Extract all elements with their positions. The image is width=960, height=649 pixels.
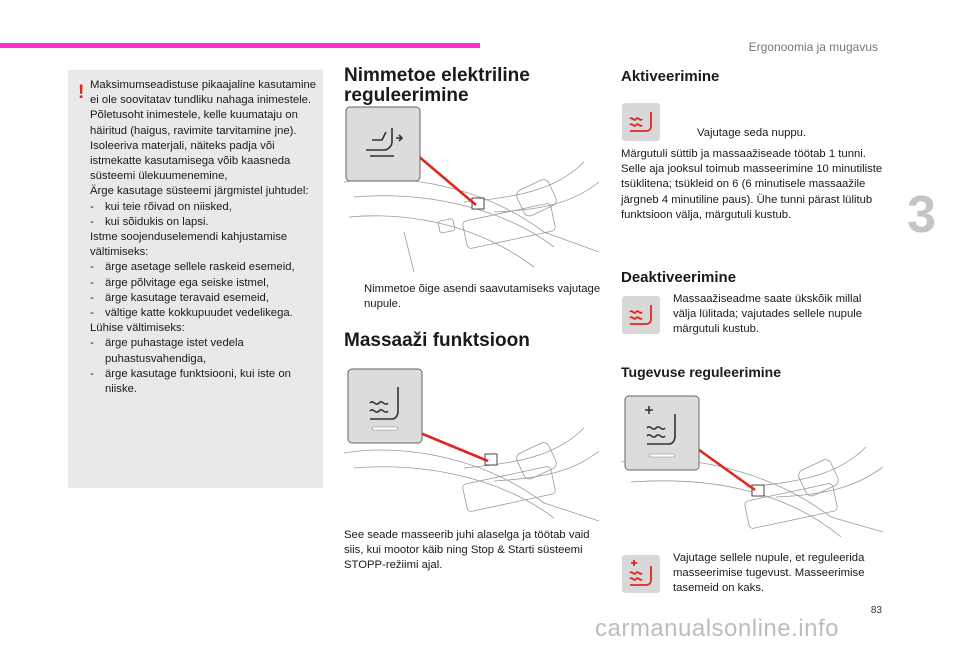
section-title-activation: Aktiveerimine xyxy=(621,68,720,85)
warning-intro: Maksimumseadistuse pikaajaline kasutamine ei ole soovitatav tundliku nahaga inimestele. xyxy=(90,79,317,107)
list-item: - ärge kasutage teravaid esemeid, xyxy=(90,291,320,306)
massage-button-closeup xyxy=(348,369,422,443)
section-title-deactivation: Deaktiveerimine xyxy=(621,269,737,286)
seat-illustration-massage xyxy=(344,363,599,525)
warning-isolate: Isoleeriva materjali, näiteks padja või istmekatte kasutamisega võib kaasneda süsteemi ülekuumenemine, xyxy=(90,139,291,183)
list-item: - ärge puhastage istet vedela puhastusvahendiga, xyxy=(90,336,320,366)
indicator-light-icon xyxy=(649,454,675,457)
massage-intensity-button-icon xyxy=(622,555,660,593)
list-item: - kui sõidukis on lapsi. xyxy=(90,215,320,230)
running-title: Ergonoomia ja mugavus xyxy=(748,40,878,54)
list-item: - vältige katte kokkupuudet vedelikega. xyxy=(90,306,320,321)
activation-description: Märgutuli süttib ja massaažiseade töötab 1 tunni. Selle aja jooksul toimub masseerimine 10 minutiliste tsüklitena; tsükleid on 6 (6 minutisele massaažile järgneb 4 minutiline paus). Ühe tunni pärast lülitub funktsioon välja, märgutuli kustub. xyxy=(621,148,883,221)
list-item: - kui teie rõivad on niisked, xyxy=(90,200,320,215)
seat-drawing xyxy=(621,392,883,542)
chapter-number: 3 xyxy=(907,186,936,244)
page-number: 83 xyxy=(870,605,882,616)
electric-instruction-text: Nimmetoe õige asendi saavutamiseks vajutage nupule. xyxy=(364,283,601,311)
indicator-light-icon xyxy=(372,427,398,430)
warning-dont-use: Ärge kasutage süsteemi järgmistel juhtudel: xyxy=(90,185,309,198)
seat-drawing xyxy=(344,102,599,272)
section-title-intensity: Tugevuse reguleerimine xyxy=(621,364,782,380)
activation-instruction-text: Vajutage seda nuppu. xyxy=(697,127,807,140)
activation-instruction xyxy=(677,126,897,141)
list-item: - ärge põlvitage ega seiske istmel, xyxy=(90,276,320,291)
seat-illustration-lumbar xyxy=(344,102,599,272)
warning-burn-risk: Põletusoht inimestele, kelle kuumataju on häiritud (haigus, ravimite tarvitamine jne). xyxy=(90,109,298,137)
warning-protect-list xyxy=(90,260,320,321)
header-accent-bar xyxy=(0,43,480,48)
deactivation-description: Massaažiseadme saate ükskõik millal välja lülitada; vajutades sellele nupule märgutuli kustub. xyxy=(673,293,863,336)
electric-instruction xyxy=(344,282,604,312)
list-item: - ärge asetage sellele raskeid esemeid, xyxy=(90,260,320,275)
section-title-electric: Nimmetoe elektriline reguleerimine xyxy=(344,65,530,106)
seat-illustration-intensity xyxy=(621,392,883,542)
section-title-massage: Massaaži funktsioon xyxy=(344,330,530,351)
lumbar-button-closeup xyxy=(346,107,420,181)
massage-description: See seade masseerib juhi alaselga ja töötab vaid siis, kui mootor käib ning Stop & Starti süsteemi STOPP-režiimi ajal. xyxy=(344,529,590,572)
warning-text xyxy=(90,78,320,397)
warning-shorts: Lühise vältimiseks: xyxy=(90,322,185,335)
list-item: - ärge kasutage funktsiooni, kui iste on niiske. xyxy=(90,367,320,397)
warning-shorts-list xyxy=(90,336,320,397)
seat-drawing xyxy=(344,363,599,525)
warning-dont-use-list xyxy=(90,200,320,230)
watermark: carmanualsonline.info xyxy=(595,615,839,642)
warning-icon: ! xyxy=(78,82,85,103)
intensity-button-closeup xyxy=(625,396,699,470)
warning-protect: Istme soojenduselemendi kahjustamise vältimiseks: xyxy=(90,231,288,259)
massage-button-icon xyxy=(622,103,660,141)
massage-off-button-icon xyxy=(622,296,660,334)
intensity-description: Vajutage sellele nupule, et reguleerida masseerimise tugevust. Masseerimise tasemeid on kaks. xyxy=(673,552,865,595)
